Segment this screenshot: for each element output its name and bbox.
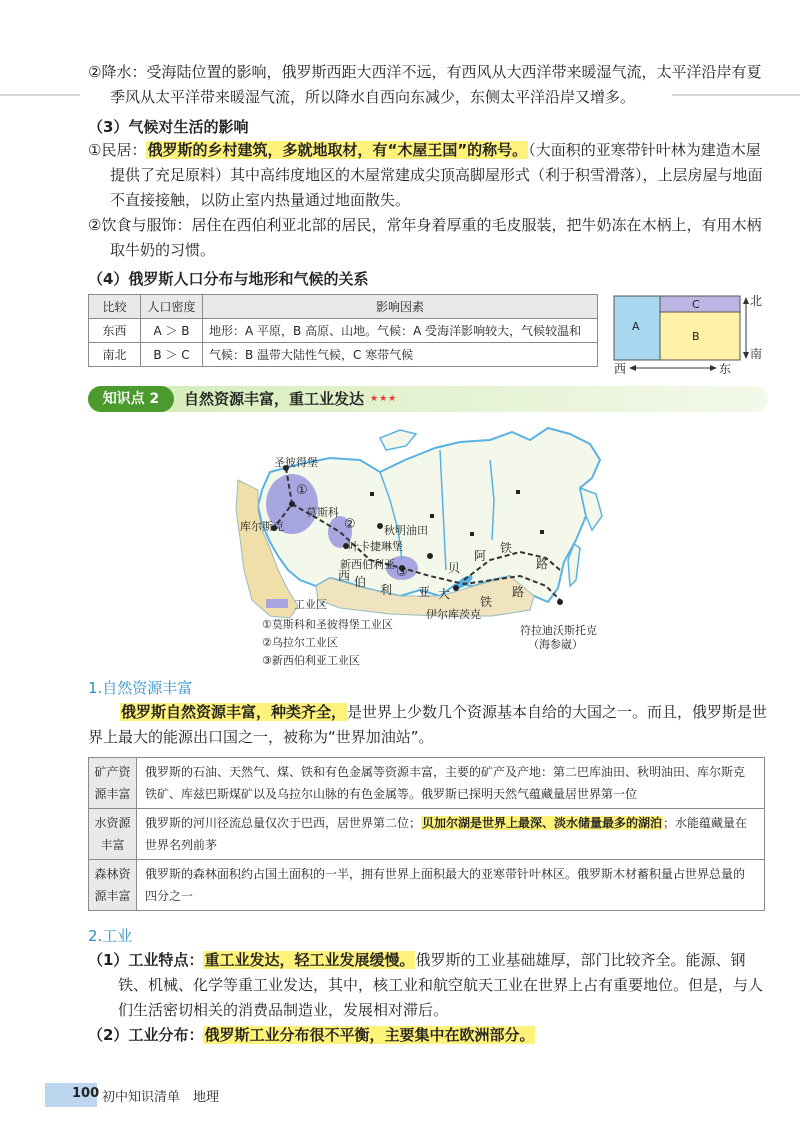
table-header: 比较 (89, 295, 141, 319)
table-header: 人口密度 (141, 295, 203, 319)
railway-label-char: 西 (338, 569, 351, 583)
mine-marker (540, 530, 544, 534)
precipitation-label: ②降水： (88, 63, 147, 81)
railway-label-char: 路 (536, 557, 549, 571)
water-tail: ；水能蕴藏量在世界名列前茅 (145, 816, 748, 852)
table-cell: B ＞ C (141, 343, 203, 367)
table-header-row (89, 295, 598, 319)
legend-swatch (266, 599, 288, 608)
mine-marker (516, 490, 520, 494)
zone-c-label: C (692, 298, 700, 311)
table-cell: 气候：B 温带大陆性气候，C 寒带气候 (203, 343, 598, 367)
oil-field-marker (377, 523, 383, 529)
south-label: 南 (750, 347, 763, 361)
food-label: ②饮食与服饰： (88, 216, 192, 234)
table-cell (137, 809, 765, 860)
industry-feature-paragraph (88, 948, 768, 1023)
resources-highlight: 俄罗斯自然资源丰富，种类齐全， (121, 703, 347, 721)
railway-label-char: 亚 (418, 585, 431, 599)
railway-label-char: 伯 (354, 575, 367, 589)
arrowhead-north (743, 297, 749, 304)
city-marker (289, 501, 295, 507)
subheading-population: （4）俄罗斯人口分布与地形和气候的关系 (88, 270, 369, 288)
map-label-yekaterinburg: 叶卡捷琳堡 (348, 540, 403, 553)
table-cell: 俄罗斯的森林面积约占国土面积的一半，拥有世界上面积最大的亚寒带针叶林区。俄罗斯木材蓄积量占世界总量的四分之一 (137, 860, 765, 911)
russia-industry-map (230, 420, 615, 675)
baikal-highlight: 贝加尔湖是世界上最深、淡水储量最多的湖泊 (422, 816, 663, 830)
table-header: 影响因素 (203, 295, 598, 319)
table-row (89, 860, 765, 911)
section-title-resources: 1.自然资源丰富 (88, 679, 193, 697)
food-clothing-paragraph (88, 213, 768, 263)
table-row-label: 水资源丰富 (89, 809, 137, 860)
water-text: 俄罗斯的河川径流总量仅次于巴西，居世界第二位； (145, 816, 422, 830)
knowledge-point-bar (88, 386, 768, 412)
table-row (89, 758, 765, 809)
housing-label: ①民居： (88, 141, 147, 159)
railway-label-char: 利 (380, 583, 393, 597)
importance-stars: ★★★ (370, 394, 398, 404)
book-title: 初中知识清单 地理 (102, 1090, 220, 1105)
map-label-samotlor: 秋明油田 (384, 524, 428, 537)
page-number: 100 (72, 1086, 100, 1101)
railway-label-char: 阿 (474, 549, 487, 563)
zone-number-3: ③ (396, 565, 408, 580)
housing-paragraph (88, 138, 768, 213)
east-label: 东 (719, 362, 732, 376)
zone-c (660, 296, 740, 312)
section-title-industry: 2.工业 (88, 927, 133, 945)
map-label-vladivostok: 符拉迪沃斯托克 (520, 624, 597, 637)
arrowhead-east (710, 365, 717, 371)
table-cell: 南北 (89, 343, 141, 367)
resources-table (88, 757, 765, 911)
zone-b (660, 312, 740, 360)
table-cell: A ＞ B (141, 319, 203, 343)
arrowhead-west (629, 365, 636, 371)
legend-item: ①莫斯科和圣彼得堡工业区 (262, 618, 393, 631)
industry-feature-label: （1）工业特点： (88, 951, 204, 969)
map-label-novosibirsk: 新西伯利亚 (340, 558, 395, 571)
table-row (89, 343, 598, 367)
precipitation-paragraph (88, 60, 768, 110)
arrowhead-south (743, 352, 749, 359)
divider-line (0, 94, 80, 96)
map-label-irkutsk: 伊尔库茨克 (426, 608, 481, 621)
west-label: 西 (614, 362, 627, 376)
industry-feature-text: 俄罗斯的工业基础雄厚，部门比较齐全。能源、钢铁、机械、化学等重工业发达，其中，核工业和航空航天工业在世界上占有重要地位。但是，与人们生活密切相关的消费品制造业，发展相对滞后。 (118, 951, 764, 1019)
resources-paragraph (88, 700, 768, 750)
housing-text: （大面积的亚寒带针叶林为建造木屋提供了充足原料）其中高纬度地区的木屋常建成尖顶高脚屋形式（利于积雪滑落），上层房屋与地面不直接接触，以防止室内热量通过地面散失。 (110, 141, 763, 209)
population-table (88, 294, 598, 367)
railway-label-char: 铁 (480, 595, 493, 609)
housing-highlight: 俄罗斯的乡村建筑，多就地取材，有“木屋王国”的称号。 (147, 141, 528, 159)
mine-marker (470, 532, 474, 536)
knowledge-point-badge: 知识点 2 (88, 386, 174, 412)
resources-text: 是世界上少数几个资源基本自给的大国之一。而且，俄罗斯是世界上最大的能源出口国之一，被称为“世界加油站”。 (88, 703, 768, 746)
city-marker (453, 585, 459, 591)
city-marker (557, 599, 563, 605)
industry-distribution-highlight: 俄罗斯工业分布很不平衡，主要集中在欧洲部分。 (204, 1026, 535, 1044)
map-label-vladivostok-alt: （海参崴） (528, 638, 583, 651)
map-label-stpetersburg: 圣彼得堡 (274, 456, 318, 469)
legend-item: ②乌拉尔工业区 (262, 636, 338, 649)
table-row (89, 809, 765, 860)
railway-label-char: 大 (438, 587, 451, 601)
oil-field-marker (427, 553, 433, 559)
industry-distribution-paragraph (88, 1023, 768, 1048)
table-cell: 东西 (89, 319, 141, 343)
mine-marker (430, 514, 434, 518)
legend-title: 工业区 (294, 598, 327, 611)
subheading-climate-life: （3）气候对生活的影响 (88, 118, 249, 136)
mine-marker (370, 492, 374, 496)
north-label: 北 (750, 294, 763, 308)
zone-number-2: ② (344, 517, 356, 532)
industry-distribution-label: （2）工业分布： (88, 1026, 204, 1044)
table-cell: 俄罗斯的石油、天然气、煤、铁和有色金属等资源丰富，主要的矿产及产地：第二巴库油田、秋明油田、库尔斯克铁矿、库兹巴斯煤矿以及乌拉尔山脉的有色金属等。俄罗斯已探明天然气蕴藏量居世界第一位 (137, 758, 765, 809)
divider-line (672, 94, 800, 96)
table-row-label: 森林资源丰富 (89, 860, 137, 911)
map-label-kursk: 库尔斯克 (240, 520, 284, 533)
precipitation-text: 受海陆位置的影响，俄罗斯西距大西洋不远，有西风从大西洋带来暖湿气流，太平洋沿岸有夏季风从太平洋带来暖湿气流，所以降水自西向东减少，东侧太平洋沿岸又增多。 (110, 63, 762, 106)
zone-number-1: ① (296, 483, 308, 498)
map-label-moscow: 莫斯科 (306, 506, 339, 519)
legend-item: ③新西伯利亚工业区 (262, 654, 360, 667)
railway-label-char: 贝 (448, 561, 461, 575)
population-zone-diagram (606, 292, 778, 376)
knowledge-point-title: 自然资源丰富，重工业发达 (184, 390, 365, 408)
zone-b-label: B (692, 330, 700, 343)
table-cell: 地形：A 平原，B 高原、山地。气候：A 受海洋影响较大，气候较温和 (203, 319, 598, 343)
railway-label-char: 路 (512, 585, 525, 599)
zone-a-label: A (632, 320, 640, 333)
railway-label-char: 铁 (500, 541, 513, 555)
industry-feature-highlight: 重工业发达，轻工业发展缓慢。 (204, 951, 415, 969)
table-row-label: 矿产资源丰富 (89, 758, 137, 809)
food-text: 居住在西伯利亚北部的居民，常年身着厚重的毛皮服装，把牛奶冻在木柄上，有用木柄取牛奶的习惯。 (110, 216, 762, 259)
table-row (89, 319, 598, 343)
